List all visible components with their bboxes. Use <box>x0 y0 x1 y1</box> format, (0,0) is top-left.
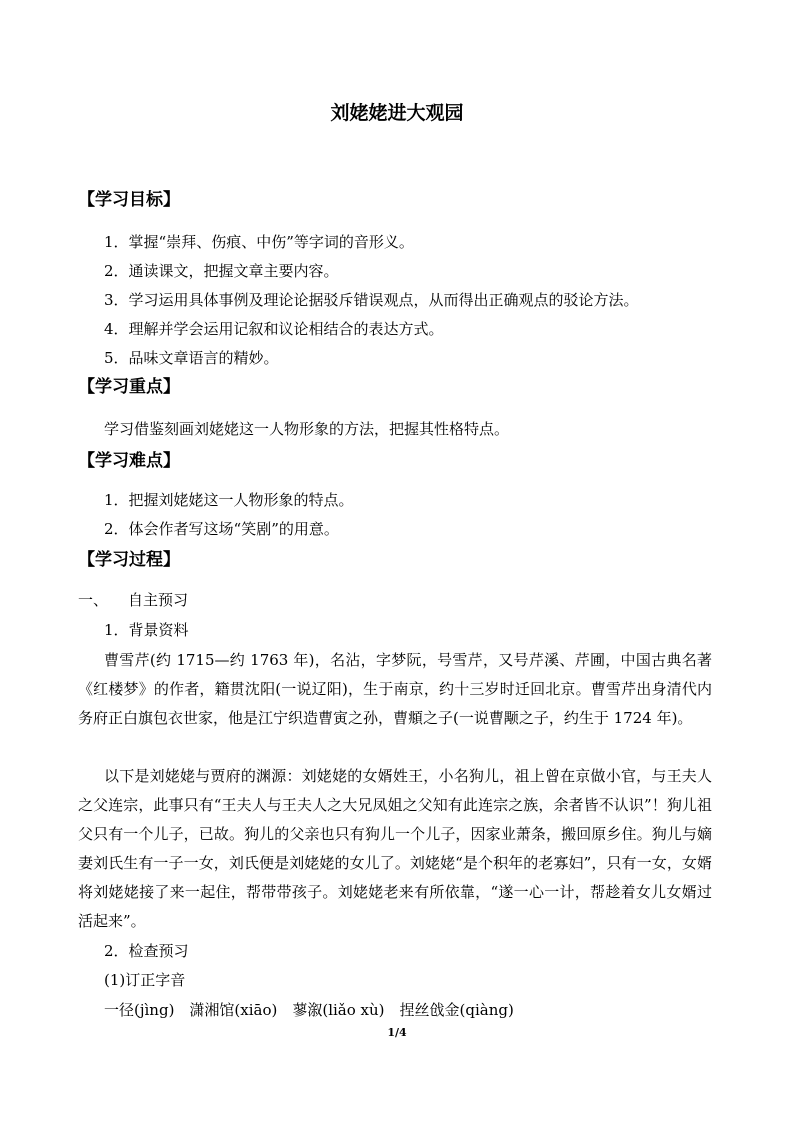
focus-text: 学习借鉴刻画刘姥姥这一人物形象的方法，把握其性格特点。 <box>104 420 510 438</box>
goal-item: 3．学习运用具体事例及理论论据驳斥错误观点，从而得出正确观点的驳论方法。 <box>104 291 639 309</box>
background-paragraph: 曹雪芹(约 1715—约 1763 年)，名沾，字梦阮，号雪芹，又号芹溪、芹圃，中国古典名著《红楼梦》的作者，籍贯沈阳(一说辽阳)，生于南京，约十三岁时迁回北京。曹雪芹出身清代内务府正白旗包衣世家，他是江宁织造曹寅之孙，曹頫之子(一说曹颙之子，约生于 1724 年)。 <box>78 651 712 727</box>
part-title: 自主预习 <box>128 591 189 609</box>
part-number: 一、 <box>78 591 109 609</box>
page-number: 1/4 <box>387 1026 407 1039</box>
focus-heading: 【学习重点】 <box>78 377 180 397</box>
difficulty-heading: 【学习难点】 <box>78 451 180 471</box>
pinyin-line: 一径(jìng) 潇湘馆(xiāo) 蓼溆(liǎo xù) 捏丝戗金(qiàng) <box>104 1001 514 1019</box>
goal-item: 5．品味文章语言的精妙。 <box>104 349 279 367</box>
goals-heading: 【学习目标】 <box>78 190 180 210</box>
subsection-title: 2．检查预习 <box>104 942 189 960</box>
process-heading: 【学习过程】 <box>78 550 180 570</box>
subsection-title: (1)订正字音 <box>104 971 186 989</box>
difficulty-item: 1．把握刘姥姥这一人物形象的特点。 <box>104 491 354 509</box>
goal-item: 4．理解并学会运用记叙和议论相结合的表达方式。 <box>104 320 444 338</box>
subsection-title: 1．背景资料 <box>104 621 189 639</box>
background-paragraph: 以下是刘姥姥与贾府的渊源：刘姥姥的女婿姓王，小名狗儿，祖上曾在京做小官，与王夫人之父连宗，此事只有“王夫人与王夫人之大兄凤姐之父知有此连宗之族，余者皆不认识”！狗儿祖父只有一个儿子，已故。狗儿的父亲也只有狗儿一个儿子，因家业萧条，搬回原乡住。狗儿与嫡妻刘氏生有一子一女，刘氏便是刘姥姥的女儿了。刘姥姥“是个积年的老寡妇”，只有一女，女婿将刘姥姥接了来一起住，帮带带孩子。刘姥姥老来有所依靠，“遂一心一计，帮趁着女儿女婿过活起来”。 <box>78 767 712 930</box>
document-title: 刘姥姥进大观园 <box>330 102 464 124</box>
goal-item: 1．掌握“崇拜、伤痕、中伤”等字词的音形义。 <box>104 233 414 251</box>
difficulty-item: 2．体会作者写这场“笑剧”的用意。 <box>104 520 339 538</box>
goal-item: 2．通读课文，把握文章主要内容。 <box>104 262 339 280</box>
